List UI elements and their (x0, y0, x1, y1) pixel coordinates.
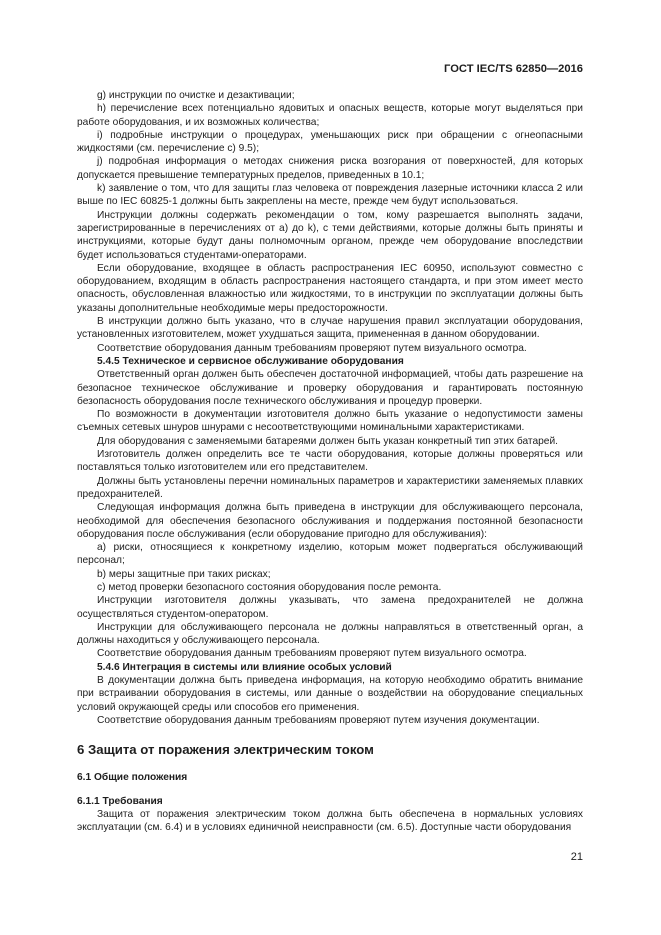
paragraph: Изготовитель должен определить все те части оборудования, которые должны проверяться или поставляться только изготовителем или его представителем. (77, 449, 583, 474)
paragraph: Защита от поражения электрическим током должна быть обеспечена в нормальных условиях эксплуатации (см. 6.4) и в условиях единичной неисправности (см. 6.5). Доступные части оборудования (77, 808, 583, 834)
paragraph: Инструкции должны содержать рекомендации о том, кому разрешается выполнять задачи, зарегистрированные в перечислениях от а) до k), с теми действиями, которые должны быть приняты и инструкциями, которые будут даны полномочным органом, прежде чем оборудование впоследствии будет использоваться студентами-операторами. (77, 209, 583, 261)
paragraph: В инструкции должно быть указано, что в случае нарушения правил эксплуатации оборудования, установленных изготовителем, может ухудшаться защита, примененная в данном оборудовании. (77, 316, 583, 341)
paragraph: Инструкции для обслуживающего персонала не должны направляться в ответственный орган, а должны находиться у обслуживающего персонала. (77, 621, 583, 647)
section-heading-5-4-6: 5.4.6 Интеграция в системы или влияние особых условий (97, 661, 392, 673)
paragraph: Инструкции изготовителя должны указывать, что замена предохранителей не должна осуществляться студентом-оператором. (77, 595, 583, 620)
list-item-a: а) риски, относящиеся к конкретному изделию, которым может подвергаться обслуживающий персонал; (77, 542, 583, 567)
list-item-j: j) подробная информация о методах снижения риска возгорания от поверхностей, для которых допускается превышение температурных пределов, приведенных в 10.1; (77, 156, 583, 181)
list-item-b: b) меры защитные при таких рисках; (97, 568, 271, 580)
section-heading-6-1-1: 6.1.1 Требования (77, 795, 163, 807)
running-header: ГОСТ IEC/TS 62850—2016 (444, 63, 583, 75)
section-heading-6-1: 6.1 Общие положения (77, 772, 188, 784)
paragraph: По возможности в документации изготовителя должно быть указание о недопустимости замены съемных сетевых шнуров шнурами с несоответствующими номинальными характеристиками. (77, 409, 583, 434)
list-item-g: g) инструкции по очистке и дезактивации; (97, 90, 295, 101)
list-item-k: k) заявление о том, что для защиты глаз человека от повреждения лазерные источники класса 2 или выше по IEC 60825-1 должны быть закреплены на месте, прежде чем будут использоваться. (77, 183, 583, 208)
list-item-h: h) перечисление всех потенциально ядовитых и опасных веществ, которые могут выделяться при работе оборудования, и их возможных количества; (77, 103, 583, 128)
page-number: 21 (570, 851, 583, 863)
paragraph: Соответствие оборудования данным требованиям проверяют путем визуального осмотра. (97, 648, 527, 660)
paragraph: Если оборудование, входящее в область распространения IEC 60950, используют совместно с оборудованием, входящим в область распространения настоящего стандарта, и при этом имеет место опасность, обусловленная влажностью или жидкостями, то в инструкции по эксплуатации должны быть указаны дополнительные необходимые меры предосторожности. (77, 262, 583, 314)
page-body (77, 89, 583, 834)
chapter-heading-6: 6 Защита от поражения электрическим током (77, 742, 374, 758)
paragraph: Для оборудования с заменяемыми батареями должен быть указан конкретный тип этих батарей. (97, 435, 558, 447)
paragraph: Соответствие оборудования данным требованиям проверяют путем изучения документации. (97, 714, 540, 726)
paragraph: Соответствие оборудования данным требованиям проверяют путем визуального осмотра. (97, 342, 527, 354)
section-heading-5-4-5: 5.4.5 Техническое и сервисное обслуживание оборудования (97, 355, 404, 367)
paragraph: Ответственный орган должен быть обеспечен достаточной информацией, чтобы дать разрешение на безопасное техническое обслуживание и проверку оборудования и гарантировать постоянную безопасность оборудования после технического обслуживания и процедур проверки. (77, 369, 583, 407)
paragraph: Следующая информация должна быть приведена в инструкции для обслуживающего персонала, необходимой для обеспечения безопасного обслуживания и поддержания постоянной безопасности оборудования после обслуживания (если оборудование пригодно для обслуживания): (77, 502, 583, 540)
paragraph: Должны быть установлены перечни номинальных параметров и характеристики заменяемых плавких предохранителей. (77, 475, 583, 500)
list-item-i: i) подробные инструкции о процедурах, уменьшающих риск при обращении с огнеопасными жидкостями (см. перечисление с) 9.5); (77, 129, 583, 155)
paragraph: В документации должна быть приведена информация, на которую необходимо обратить внимание при встраивании оборудования в системы, или данные о воздействии на оборудование специальных условий окружающей среды или способов его применения. (77, 675, 583, 713)
list-item-c: c) метод проверки безопасного состояния оборудования после ремонта. (97, 581, 442, 593)
